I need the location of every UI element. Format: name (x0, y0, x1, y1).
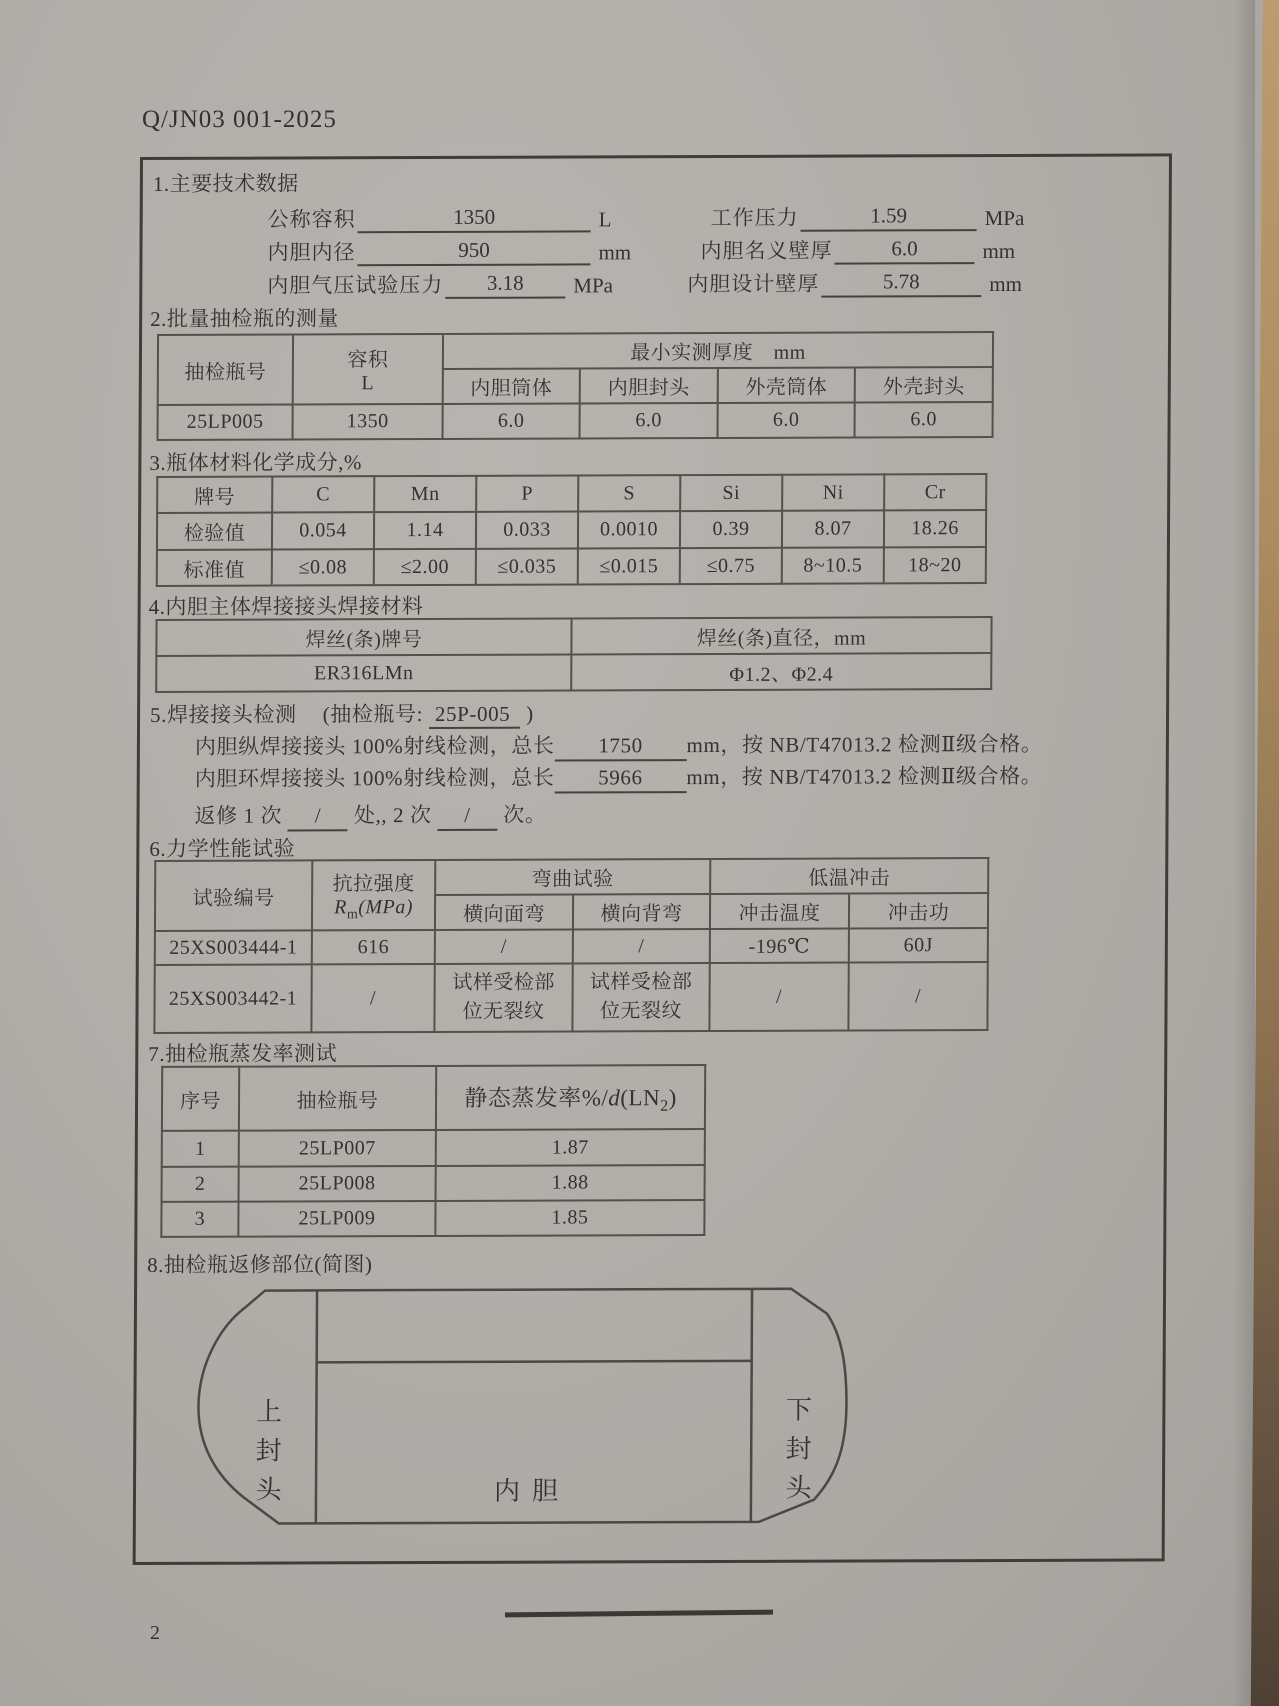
field-nominal-volume (268, 202, 612, 233)
footer-rule (505, 1610, 773, 1618)
cell-wire-diameter: Φ1.2、Φ2.4 (571, 653, 991, 690)
report-border-box (133, 153, 1172, 1565)
welding-material-table (155, 616, 992, 693)
cell: 25LP008 (239, 1166, 436, 1202)
volume-unit: L (361, 372, 375, 395)
inner-liner-label: 内胆 (493, 1476, 571, 1506)
cell: 8.07 (782, 510, 884, 547)
cell: 1.14 (374, 512, 476, 549)
subheader-outer-shell: 外壳筒体 (718, 368, 855, 403)
header-tensile-strength (312, 860, 435, 930)
cell-volume: 1350 (293, 404, 443, 440)
header-bottle-no: 抽检瓶号 (239, 1066, 436, 1131)
mechanical-test-table (153, 857, 989, 1034)
volume-label: 容积 (347, 349, 389, 372)
col-header-min-thickness: 最小实测厚度 mm (443, 332, 993, 369)
table-header-row (162, 1065, 705, 1131)
header-wire-diameter: 焊丝(条)直径，mm (571, 617, 991, 654)
header-grade: 牌号 (157, 477, 272, 513)
field-unit: MPa (984, 205, 1025, 231)
table-row-measured (157, 510, 986, 550)
header-Mn: Mn (374, 476, 476, 512)
upper-head-label: 上封头 (251, 1397, 282, 1515)
rate-d: d (608, 1085, 621, 1111)
cell: 1 (162, 1131, 239, 1167)
field-value: 1.59 (801, 203, 977, 232)
field-label: 内胆设计壁厚 (687, 271, 820, 297)
field-label: 内胆名义壁厚 (700, 238, 833, 264)
subheader-impact-energy: 冲击功 (849, 893, 988, 928)
bottle-no-value: 25P-005 (429, 702, 521, 729)
page-number: 2 (150, 1622, 160, 1644)
cell: 0.0010 (578, 511, 680, 548)
cell: ≤2.00 (374, 549, 476, 585)
cell: 0.054 (272, 512, 374, 549)
paper-edge-shadow (1233, 0, 1255, 1706)
table-row (162, 1165, 705, 1202)
field-value: 6.0 (834, 236, 974, 264)
cell-bottle-no: 25LP005 (158, 404, 293, 439)
section5-title: 5.焊接接头检测 (150, 702, 297, 727)
subheader-liner-head: 内胆封头 (580, 368, 718, 403)
header-wire-grade: 焊丝(条)牌号 (156, 618, 571, 655)
header-S: S (578, 475, 680, 511)
field-value: 950 (357, 237, 590, 266)
rate-close: ) (668, 1084, 677, 1110)
rate-sub-2: 2 (660, 1097, 669, 1115)
table-row-standard (157, 547, 986, 586)
cell-wire-grade: ER316LMn (156, 654, 571, 691)
cell: ≤0.75 (680, 548, 782, 584)
field-working-pressure (711, 201, 1025, 232)
line-value: 5966 (554, 765, 686, 793)
subheader-impact-temp: 冲击温度 (710, 894, 849, 929)
subheader-back-bend: 横向背弯 (573, 894, 710, 929)
header-P: P (476, 475, 578, 511)
symbol-R: R (334, 896, 347, 919)
col-header-volume (293, 334, 443, 405)
table-row (155, 928, 988, 965)
cell: 25XS003442-1 (154, 964, 311, 1033)
section1-title: 1.主要技术数据 (152, 171, 299, 196)
cell: / (311, 964, 434, 1032)
cell: 标准值 (157, 550, 272, 586)
table-row (156, 653, 991, 692)
lower-head-label: 下封头 (781, 1395, 812, 1513)
header-seq-no: 序号 (162, 1067, 239, 1131)
line-prefix: 内胆环焊接接头 100%射线检测，总长 (194, 765, 555, 791)
field-value: 3.18 (445, 271, 565, 299)
line-value: 1750 (554, 733, 686, 761)
subheader-face-bend: 横向面弯 (435, 894, 573, 929)
evaporation-rate-table (160, 1064, 706, 1238)
cell-thickness-4: 6.0 (855, 402, 993, 437)
cell: 25LP009 (238, 1201, 435, 1237)
repair-text: 次。 (503, 802, 547, 827)
section7-title: 7.抽检瓶蒸发率测试 (148, 1041, 338, 1066)
subheader-liner-shell: 内胆筒体 (443, 368, 580, 403)
doc-code: Q/JN03 001-2025 (142, 106, 337, 133)
field-label: 内胆气压试验压力 (267, 272, 444, 298)
cell: 8~10.5 (782, 547, 884, 583)
field-unit: mm (982, 238, 1016, 264)
cell: 3 (161, 1202, 238, 1237)
cell: 25XS003444-1 (155, 930, 312, 965)
symbol-sub-m: m (346, 907, 359, 923)
bottle-no-prefix: (抽检瓶号: (322, 702, 424, 727)
cell: 25LP007 (239, 1130, 436, 1167)
header-Si: Si (680, 475, 782, 511)
cell: 1.87 (436, 1129, 705, 1166)
repair-count-1: / (288, 803, 348, 831)
repair-count-2: / (437, 803, 497, 831)
tensile-label: 抗拉强度 (332, 873, 415, 896)
field-liner-design-thickness (687, 267, 1022, 298)
cell: ≤0.015 (578, 548, 680, 584)
cell: 616 (312, 930, 435, 964)
header-Ni: Ni (782, 474, 884, 510)
symbol-unit: (MPa) (358, 896, 414, 919)
cell: / (848, 962, 987, 1030)
cell: / (573, 929, 710, 963)
header-low-temp-impact: 低温冲击 (710, 858, 988, 894)
section8-title: 8.抽检瓶返修部位(简图) (147, 1252, 373, 1277)
cell: 2 (162, 1167, 239, 1202)
cell: 试样受检部位无裂纹 (572, 963, 709, 1031)
field-liner-air-test-pressure (267, 268, 613, 299)
chemical-composition-table (156, 473, 988, 587)
header-Cr: Cr (884, 474, 986, 510)
cell-thickness-1: 6.0 (443, 403, 580, 438)
field-value: 1350 (358, 204, 591, 233)
subheader-outer-head: 外壳封头 (855, 367, 993, 402)
cell-thickness-2: 6.0 (580, 403, 718, 438)
field-unit: mm (598, 240, 632, 265)
cell: 18~20 (884, 547, 986, 583)
field-unit: L (598, 207, 612, 232)
liner-right-seam (751, 1289, 752, 1522)
cell: 试样受检部位无裂纹 (434, 963, 572, 1031)
cell: ≤0.035 (476, 548, 578, 584)
table-row (154, 962, 987, 1033)
circumferential-weld-line (195, 760, 1043, 795)
cell-thickness-3: 6.0 (718, 403, 855, 438)
tensile-symbol (313, 896, 434, 923)
cell: -196℃ (710, 929, 849, 963)
col-header-bottle-no: 抽检瓶号 (158, 334, 293, 404)
field-label: 工作压力 (710, 205, 799, 231)
cell: 1.88 (436, 1165, 705, 1201)
cell: 60J (849, 928, 988, 962)
sampling-measurement-table (157, 331, 995, 441)
table-row (162, 1129, 705, 1167)
section5-title-line (150, 698, 534, 729)
repair-text: 处,, 2 次 (353, 802, 432, 828)
field-label: 公称容积 (267, 207, 356, 232)
repair-line (194, 799, 546, 832)
rate-ln: (LN (620, 1084, 661, 1111)
field-value: 5.78 (821, 269, 981, 298)
liner-top-divider (317, 1361, 752, 1363)
field-liner-nominal-thickness (700, 234, 1015, 265)
rate-label: 静态蒸发率%/ (464, 1085, 609, 1111)
cell: 18.26 (884, 510, 986, 547)
header-C: C (272, 476, 374, 512)
header-evaporation-rate (436, 1065, 705, 1130)
cell: / (435, 929, 573, 963)
line-suffix: mm，按 NB/T47013.2 检测Ⅱ级合格。 (686, 763, 1043, 790)
cell: 检验值 (157, 513, 272, 550)
header-test-no: 试验编号 (155, 860, 312, 931)
table-header-row (156, 617, 991, 656)
bottle-no-suffix: ) (526, 701, 534, 726)
section6-title: 6.力学性能试验 (149, 836, 296, 861)
table-row (158, 402, 993, 440)
table-header-row (157, 474, 986, 513)
cell: 0.033 (476, 511, 578, 548)
liner-left-seam (316, 1290, 317, 1523)
repair-text: 返修 1 次 (194, 803, 283, 828)
section4-title: 4.内胆主体焊接接头焊接材料 (148, 594, 424, 619)
cell: 0.39 (680, 511, 782, 548)
field-unit: mm (989, 271, 1023, 297)
line-suffix: mm，按 NB/T47013.2 检测Ⅱ级合格。 (686, 731, 1043, 758)
header-bend-test: 弯曲试验 (435, 859, 710, 895)
longitudinal-weld-line (195, 728, 1043, 763)
cell: 1.85 (435, 1200, 704, 1236)
field-unit: MPa (573, 273, 614, 298)
cell: ≤0.08 (272, 549, 374, 585)
field-liner-inner-diameter (267, 235, 631, 266)
table-row (161, 1200, 704, 1237)
section2-title: 2.批量抽检瓶的测量 (150, 306, 339, 331)
line-prefix: 内胆纵焊接接头 100%射线检测，总长 (194, 733, 555, 759)
field-label: 内胆内径 (267, 240, 356, 265)
cell: / (709, 963, 848, 1031)
section3-title: 3.瓶体材料化学成分,% (149, 450, 362, 475)
